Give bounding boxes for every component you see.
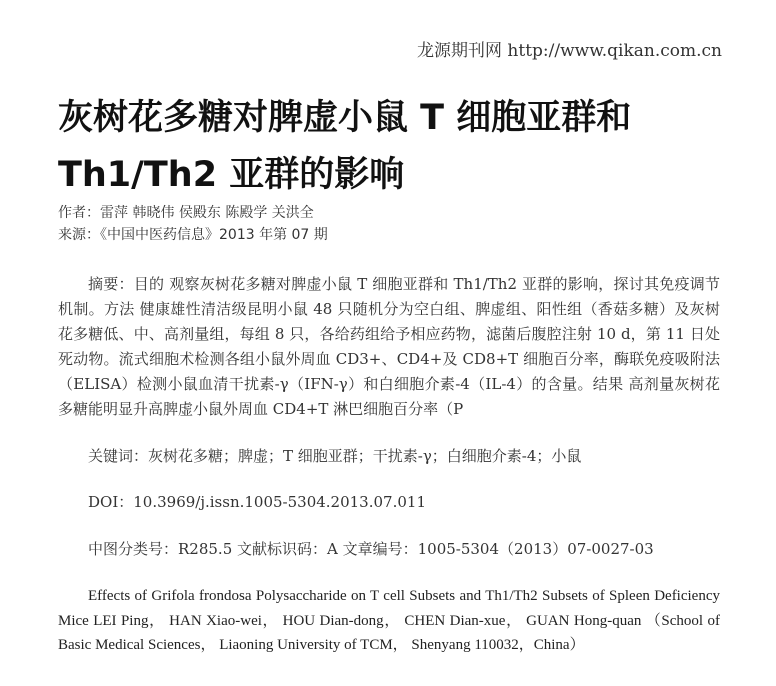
source-row — [58, 224, 738, 246]
keywords-paragraph: 关键词：灰树花多糖；脾虚；T 细胞亚群；干扰素-γ；白细胞介素-4；小鼠 — [88, 447, 582, 465]
doi-paragraph: DOI：10.3969/j.issn.1005-5304.2013.07.011 — [88, 493, 426, 511]
article-title-line2: Th1/Th2 亚群的影响 — [58, 155, 405, 195]
classification-paragraph: 中图分类号：R285.5 文献标识码：A 文章编号：1005-5304（2013）07-0027-03 — [88, 540, 654, 558]
source-value: 《中国中医药信息》2013 年第 07 期 — [100, 227, 328, 243]
article-title — [58, 90, 738, 204]
authors-row — [58, 202, 738, 224]
authors-value: 雷萍 韩晓伟 侯殿东 陈殿学 关洪全 — [100, 205, 314, 221]
article-title-line1: 灰树花多糖对脾虚小鼠 T 细胞亚群和 — [58, 98, 632, 138]
abstract-paragraph: 摘要：目的 观察灰树花多糖对脾虚小鼠 T 细胞亚群和 Th1/Th2 亚群的影响，探讨其免疫调节机制。方法 健康雄性清洁级昆明小鼠 48 只随机分为空白组、脾虚组、阳性组（香菇多糖）及灰树花多糖低、中、高剂量组，每组 8 只，各给药组给予相应药物，滤菌后腹腔注射 10 d，第 11 日处死动物。流式细胞术检测各组小鼠外周血 CD3+、CD4+及 CD8+T 细胞百分率，酶联免疫吸附法（ELISA）检测小鼠血清干扰素-γ（IFN-γ）和白细胞介素-4（IL-4）的含量。结果 高剂量灰树花多糖能明显升高脾虚小鼠外周血 CD4+T 淋巴细胞百分率（P — [58, 275, 720, 418]
source-label: 来源： — [58, 227, 100, 243]
english-title-paragraph: Effects of Grifola frondosa Polysaccharide on T cell Subsets and Th1/Th2 Subsets of Spleen Deficiency Mice LEI Ping， HAN Xiao-wei， HOU Dian-dong， CHEN Dian-xue， GUAN Hong-quan （School of Basic Medical Sciences， Liaoning University of TCM， Shenyang 110032，China） — [58, 588, 720, 653]
authors-label: 作者： — [58, 205, 100, 221]
site-watermark: 龙源期刊网 http://www.qikan.com.cn — [417, 41, 722, 61]
article-meta — [58, 202, 738, 246]
